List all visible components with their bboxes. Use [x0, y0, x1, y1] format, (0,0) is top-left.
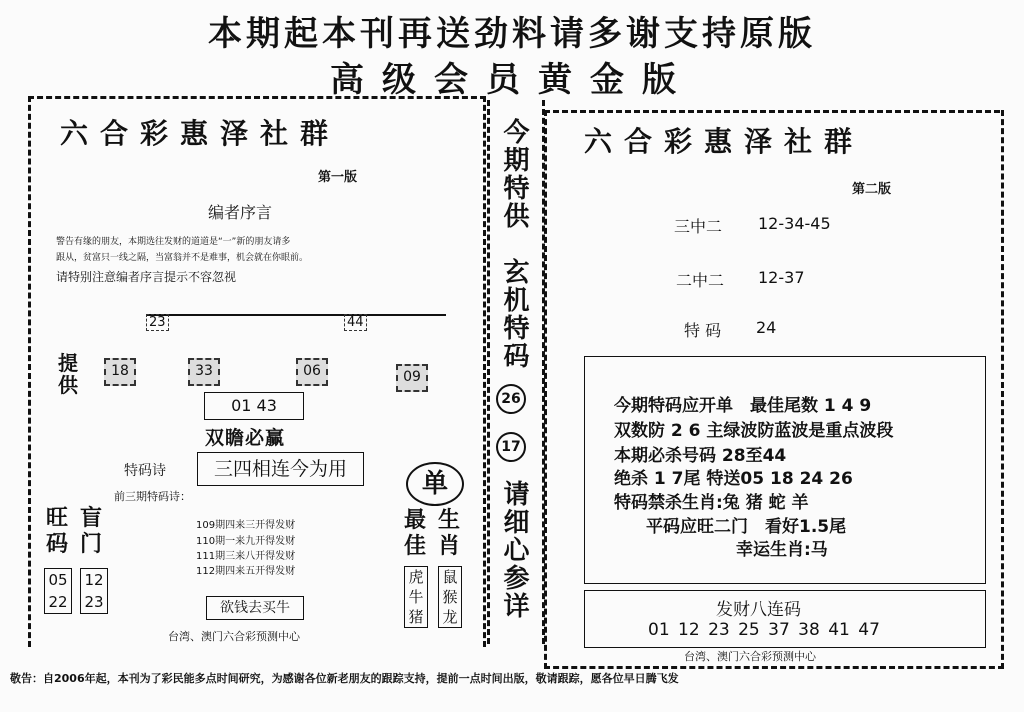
previous-line-2: 110期一来九开得发财 [196, 536, 296, 547]
provide-ball-3: 06 [296, 358, 328, 386]
mang-number-1: 12 [84, 571, 104, 589]
right-edition: 第二版 [852, 182, 892, 197]
right-frame-top [544, 110, 1000, 113]
zodiac-box-1: 虎牛猪 [404, 566, 428, 628]
mang-number-2: 23 [84, 593, 104, 611]
slogan: 双瞻必赢 [205, 427, 286, 449]
poem-box: 三四相连今为用 [197, 452, 364, 486]
bar-left-number: 23 [146, 314, 169, 331]
middle-number-1: 26 [496, 384, 526, 414]
header-title-line2: 高级会员黄金版 [330, 60, 694, 100]
two-two-value: 12-37 [758, 268, 805, 287]
previous-line-3: 111期三来八开得发财 [196, 551, 296, 562]
provide-label: 提供 [58, 351, 78, 397]
info-line-7: 幸运生肖:马 [736, 540, 828, 560]
bar-tick [418, 314, 444, 322]
bar-right-number: 44 [344, 314, 367, 331]
middle-text-2: 玄机特码 [499, 258, 529, 370]
right-panel-title: 六合彩惠泽社群 [584, 125, 865, 158]
divider-bar [146, 314, 446, 316]
header-title-line1: 本期起本刊再送劲料请多谢支持原版 [208, 14, 816, 54]
info-line-3: 本期必杀号码 28至44 [614, 446, 787, 466]
provide-ball-2: 33 [188, 358, 220, 386]
right-footer: 台湾、澳门六合彩预测中心 [684, 650, 816, 663]
info-line-1: 今期特码应开单 最佳尾数 1 4 9 [614, 396, 872, 416]
buy-button: 欲钱去买牛 [206, 596, 304, 620]
preface-line1: 警告有缘的朋友，本期选往发财的道道是“一”新的朋友请多 [56, 237, 291, 247]
best-zodiac-label-2: 生肖 [438, 508, 461, 559]
preface-title: 编者序言 [208, 203, 273, 222]
left-edition: 第一版 [318, 170, 358, 185]
provide-ball-4: 09 [396, 364, 428, 392]
left-footer: 台湾、澳门六合彩预测中心 [168, 630, 300, 643]
wang-label: 旺码 [46, 506, 69, 557]
three-two-value: 12-34-45 [758, 214, 831, 233]
fortune-numbers: 01 12 23 25 37 38 41 47 [648, 620, 880, 640]
info-line-2: 双数防 2 6 主绿波防蓝波是重点波段 [614, 421, 894, 441]
zodiac-box-2: 鼠猴龙 [438, 566, 462, 628]
previous-line-1: 109期四来三开得发财 [196, 520, 296, 531]
best-zodiac-label-1: 最佳 [404, 508, 427, 559]
info-line-6: 平码应旺二门 看好1.5尾 [646, 517, 847, 537]
previous-label: 前三期特码诗： [114, 490, 191, 503]
middle-text-3: 请细心参详 [499, 480, 529, 620]
preface-notice: 请特别注意编者序言提示不容忽视 [56, 270, 237, 284]
wang-number-2: 22 [48, 593, 68, 611]
middle-number-2: 17 [496, 432, 526, 462]
two-two-label: 二中二 [676, 271, 725, 290]
mang-numbers-box [80, 568, 108, 614]
left-panel-title: 六合彩惠泽社群 [60, 117, 341, 150]
poem-label: 特码诗 [124, 463, 166, 479]
dan-badge: 单 [406, 462, 464, 506]
middle-text-1: 今期特供 [499, 118, 529, 230]
preface-line2: 跟从，贫富只一线之隔，当富翁并不是难事，机会就在你眼前。 [56, 253, 309, 263]
three-two-label: 三中二 [674, 217, 723, 236]
special-label: 特 码 [684, 321, 722, 340]
provide-ball-1: 18 [104, 358, 136, 386]
bottom-notice: 敬告：自2006年起，本刊为了彩民能多点时间研究，为感谢各位新老朋友的跟踪支持，提前一点时间出版，敬请跟踪，愿各位早日腾飞发 [10, 672, 679, 685]
previous-line-4: 112期四来五开得发财 [196, 566, 296, 577]
provide-numbers-box: 01 43 [204, 392, 304, 420]
mang-label: 盲门 [80, 506, 103, 557]
wang-numbers-box [44, 568, 72, 614]
wang-number-1: 05 [48, 571, 68, 589]
info-line-4: 绝杀 1 7尾 特送05 18 24 26 [614, 469, 853, 489]
fortune-title: 发财八连码 [716, 600, 801, 620]
special-value: 24 [756, 318, 777, 337]
info-line-5: 特码禁杀生肖:兔 猪 蛇 羊 [614, 493, 809, 513]
